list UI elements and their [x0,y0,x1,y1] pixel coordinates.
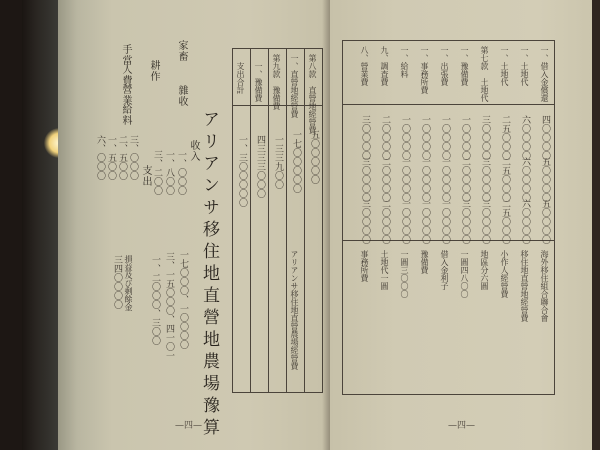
right-table-rule [342,40,343,395]
expense-label-4: 給料 [120,104,131,126]
expense-label-2: 人費 [120,64,131,86]
right-col-8-value-3: 一〇〇〇〇 [400,199,410,244]
right-col-label-5: 一、豫備費 [460,46,469,86]
right-col-9-value-2: 二〇〇〇〇 [380,157,390,202]
table-value-1: 五〇〇〇〇〇 [309,130,319,184]
table-header-5: 支出合計 [236,62,245,94]
right-col-label-1: 一、借入金償還 [540,46,549,102]
balance-value: 三四〇〇〇〇 [112,255,122,309]
right-col-9-value-3: 二〇〇〇〇 [380,199,390,244]
right-col-4-value-2: 三〇〇〇〇 [480,157,490,202]
right-col-1-value-2: 五〇〇〇〇 [540,157,550,202]
expense-value-3: 一、五〇〇 [106,135,116,180]
table-header-1: 第八款 直營地經營費 [308,54,317,134]
right-col-6-value-2: 一〇〇〇〇 [440,157,450,202]
expense-value-4: 六、〇〇〇 [95,135,105,180]
right-note-6: 借入金利子 [440,250,449,290]
right-page-number: —四— [448,421,476,431]
right-table-header-rule [342,104,554,105]
document-title: アリアンサ移住地直營地農場豫算 [199,110,219,440]
table-col-rule [304,48,305,393]
right-col-label-9: 九、調査費 [380,46,389,86]
summary-line-1: 一七〇〇〇、一〇〇〇〇 [178,250,188,349]
right-col-7-value-3: 一〇〇〇〇 [420,199,430,244]
right-col-2-value-1: 六〇〇〇〇 [520,115,530,160]
right-col-1-value-1: 四〇〇〇〇 [540,115,550,160]
right-note-7: 豫備費 [420,250,429,274]
right-note-8: 一圓三〇〇〇 [400,250,409,298]
table-value-2: 一七〇〇〇〇〇 [291,130,301,193]
photo-background-left [0,0,22,450]
table-header-3: 第九款 豫備費 [272,54,281,110]
right-col-1-value-3: 五〇〇〇〇 [540,199,550,244]
right-col-8-value-1: 一〇〇〇〇 [400,115,410,160]
income-label-2: 耕作 [148,60,159,82]
expense-label-1: 手當 [120,44,131,66]
right-col-4-value-3: 三〇〇〇〇 [480,199,490,244]
table-col-rule [286,48,287,393]
income-value-1: 一、〇〇〇 [176,150,186,195]
right-col-3-value-1: 二五〇〇〇 [500,115,510,160]
right-col-label-2: 一、土地代 [520,46,529,86]
income-label-1: 家畜 [176,40,187,62]
right-col-7-value-2: 一〇〇〇〇 [420,157,430,202]
summary-line-3: 一、二〇〇〇、三〇〇 [150,255,160,345]
glass-cover-edge [22,0,58,450]
right-note-9: 土地代一圓 [380,250,389,290]
right-col-label-6: 一、出張費 [440,46,449,86]
right-table-rule [554,40,555,395]
table-col-rule [232,48,233,393]
right-col-10-value-3: 三〇〇〇〇 [360,199,370,244]
right-col-label-4: 第七款 土地代 [480,46,489,102]
income-value-2: 一、八〇〇 [164,150,174,195]
table-value-4: 四三三三〇〇〇 [255,135,265,198]
right-col-10-value-1: 三〇〇〇〇 [360,115,370,160]
right-col-8-value-2: 一〇〇〇〇 [400,157,410,202]
right-col-label-7: 一、事務所費 [420,46,429,94]
right-col-7-value-1: 一〇〇〇〇 [420,115,430,160]
right-col-5-value-1: 一〇〇〇〇 [460,115,470,160]
right-col-label-10: 八、營業費 [360,46,369,86]
right-note-3: 小作人經營費 [500,250,509,298]
right-col-label-3: 一、土地代 [500,46,509,86]
right-note-10: 事務所費 [360,250,369,282]
expense-header: 支出 [140,165,151,187]
income-value-3: 三、二〇〇 [152,150,162,195]
table-top-rule [232,48,322,49]
table-col-rule [268,48,269,393]
expense-value-1: 三、〇〇〇 [128,135,138,180]
table-header-4: 一、豫備費 [254,62,263,102]
right-note-1: 海外移住組合聯合會 [540,250,549,322]
right-col-9-value-1: 二〇〇〇〇 [380,115,390,160]
table-header-2: 一、直營地經營費 [290,54,299,118]
right-col-5-value-3: 三〇〇〇〇 [460,199,470,244]
right-col-6-value-3: 一〇〇〇〇 [440,199,450,244]
right-col-label-8: 一、給料 [400,46,409,78]
right-col-2-value-3: 六〇〇〇〇 [520,199,530,244]
table-col-rule [250,48,251,393]
right-note-2: 移住地直營地經營費 [520,250,529,322]
table-bottom-rule [232,392,322,393]
left-page-number: —四— [175,421,203,431]
right-col-6-value-1: 一〇〇〇〇 [440,115,450,160]
right-col-10-value-2: 三〇〇〇〇 [360,157,370,202]
table-value-5: 一、三〇〇〇〇〇 [237,135,247,207]
right-note-4: 地區分六圓 [480,250,489,290]
right-col-3-value-3: 二五〇〇〇 [500,199,510,244]
expense-value-2: 二、五〇〇 [117,135,127,180]
right-table-top-rule [342,40,554,41]
table-value-3: 一三三九〇〇 [273,135,283,189]
income-label-3: 雜收 [176,85,187,107]
table-remark: アリアンサ移住地直營農場經營費 [290,250,299,370]
right-col-2-value-2: 六〇〇〇〇 [520,157,530,202]
right-col-4-value-1: 三〇〇〇〇 [480,115,490,160]
summary-line-2: 三、一五〇〇〇、四一〇一 [164,252,174,360]
right-col-3-value-2: 二五〇〇〇 [500,157,510,202]
right-col-5-value-2: 二〇〇〇〇 [460,157,470,202]
income-header: 收入 [188,140,199,162]
expense-label-3: 營業 [120,84,131,106]
balance-label: 損益及び剩餘金 [124,255,133,311]
right-note-5: 一圓四八〇〇 [460,250,469,298]
right-table-bottom-rule [342,394,554,395]
photo-background-right [592,0,600,450]
